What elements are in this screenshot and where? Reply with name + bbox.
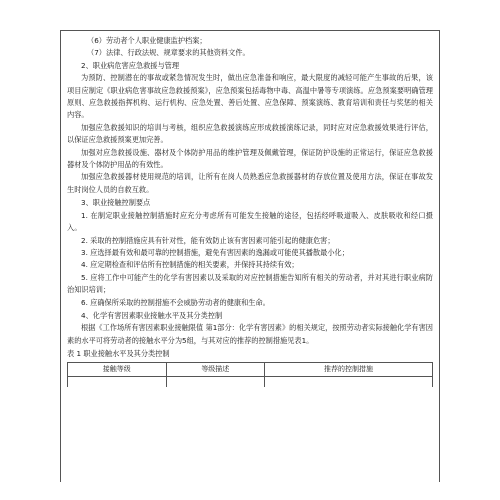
section-heading: 2、职业病危害应急救援与管理 xyxy=(81,60,180,70)
exposure-control-table xyxy=(67,362,433,387)
table-row xyxy=(68,376,433,387)
document-page xyxy=(60,30,440,482)
table-caption: 表 1 职业接触水平及其分类控制 xyxy=(67,349,170,359)
list-item: 1. 在制定职业接触控制措施时应充分考虑所有可能发生接触的途径，包括经呼吸道吸入、皮肤吸收和经口摄入。 xyxy=(67,210,433,233)
section-heading: 4、化学有害因素职业接触水平及其分类控制 xyxy=(81,310,223,320)
paragraph: （7）法律、行政法规、规章要求的其他资料文件。 xyxy=(87,48,250,58)
column-header-level: 接触等级 xyxy=(68,362,167,376)
table-cell xyxy=(166,376,265,387)
list-item: 2. 采取的控制措施应具有针对性，能有效防止该有害因素可能引起的健康危害； xyxy=(81,235,335,245)
table-cell xyxy=(68,376,167,387)
list-item: 5. 应将工作中可能产生的化学有害因素以及采取的对应控制措施告知所有相关的劳动者，并对其进行职业病防治知识培训； xyxy=(67,272,433,295)
paragraph: （6）劳动者个人职业健康监护档案； xyxy=(87,36,207,45)
paragraph: 根据《工作场所有害因素职业接触限值 第1部分：化学有害因素》的相关规定，按照劳动者实际接触化学有害因素的水平可将劳动者的接触水平分为5组，与其对应的推荐的控制措施见表1。 xyxy=(67,323,433,345)
paragraph: 为预防、控制潜在的事故或紧急情况发生时，做出应急准备和响应，最大限度的减轻可能产生事故的后果，该项目应制定《职业病危害事故应急救援预案》，应急预案包括毒物中毒、高温中暑等专项演练。应急预案要明确管理原则、应急救援指挥机构、运行机构、应急处置、善后处置、应急保障、预案演练、教育培训和责任与奖惩的相关内容。 xyxy=(67,73,433,120)
document-body xyxy=(61,31,439,387)
paragraph: 加强应急救援器材使用规范的培训，让所有在岗人员熟悉应急救援器材的存放位置及使用方法，保证在事故发生时岗位人员的自救互救。 xyxy=(67,172,433,194)
table-header-row xyxy=(68,362,433,376)
list-item: 4. 应定期检查和评估所有控制措施的相关要素，并保持其持续有效； xyxy=(81,260,299,270)
column-header-description: 等级描述 xyxy=(166,362,265,376)
column-header-measures: 推荐的控制措施 xyxy=(265,362,433,376)
paragraph: 加强对应急救援设施、器材及个体防护用品的维护管理及佩戴管理，保证防护设施的正常运行，保证应急救援器材及个体防护用品的有效性。 xyxy=(67,147,433,170)
paragraph: 加强应急救援知识的培训与考核，组织应急救援演练应形成救援演练记录，同时应对应急救援效果进行评估，以保证应急救援预案更加完善。 xyxy=(67,122,433,145)
section-heading: 3、职业接触控制要点 xyxy=(81,198,151,208)
list-item: 6. 应确保所采取的控制措施不会威胁劳动者的健康和生命。 xyxy=(81,297,270,307)
list-item: 3. 应选择最有效和最可靠的控制措施，避免有害因素的逸漏或可能使其播散最小化； xyxy=(81,247,349,257)
table-cell xyxy=(265,376,433,387)
